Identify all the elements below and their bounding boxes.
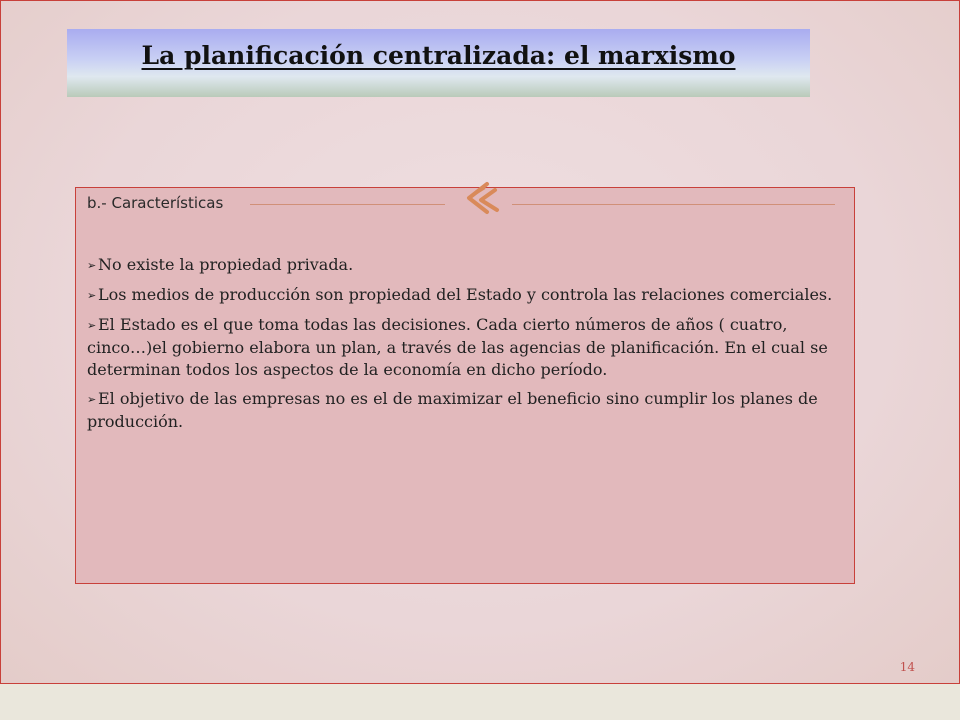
bullet-text: No existe la propiedad privada. bbox=[98, 255, 354, 274]
arrow-bullet-icon: ➢ bbox=[87, 393, 97, 406]
bullet-item bbox=[87, 254, 847, 277]
page-number: 14 bbox=[899, 660, 915, 674]
bullet-item bbox=[87, 284, 847, 307]
arrow-bullet-icon: ➢ bbox=[87, 319, 97, 332]
bullet-text: El objetivo de las empresas no es el de maximizar el beneficio sino cumplir los planes de producción. bbox=[87, 389, 818, 431]
bullet-text: Los medios de producción son propiedad del Estado y controla las relaciones comerciales. bbox=[98, 285, 833, 304]
ornament-rule-left bbox=[250, 204, 445, 205]
slide-title: La planificación centralizada: el marxismo bbox=[141, 41, 736, 70]
bullet-text: El Estado es el que toma todas las decisiones. Cada cierto números de años ( cuatro, cinco…)el gobierno elabora un plan, a través de las agencias de planificación. En el cual se determinan todos los aspectos de la economía en dicho período. bbox=[87, 315, 828, 379]
bullet-item bbox=[87, 388, 847, 433]
decorative-flourish-icon bbox=[447, 178, 511, 218]
ornament-rule-right bbox=[512, 204, 835, 205]
bullet-list bbox=[87, 254, 847, 440]
arrow-bullet-icon: ➢ bbox=[87, 259, 97, 272]
title-bar bbox=[67, 29, 810, 97]
arrow-bullet-icon: ➢ bbox=[87, 289, 97, 302]
bullet-item bbox=[87, 314, 847, 381]
section-label: b.- Características bbox=[87, 194, 224, 212]
bottom-band bbox=[0, 684, 960, 720]
